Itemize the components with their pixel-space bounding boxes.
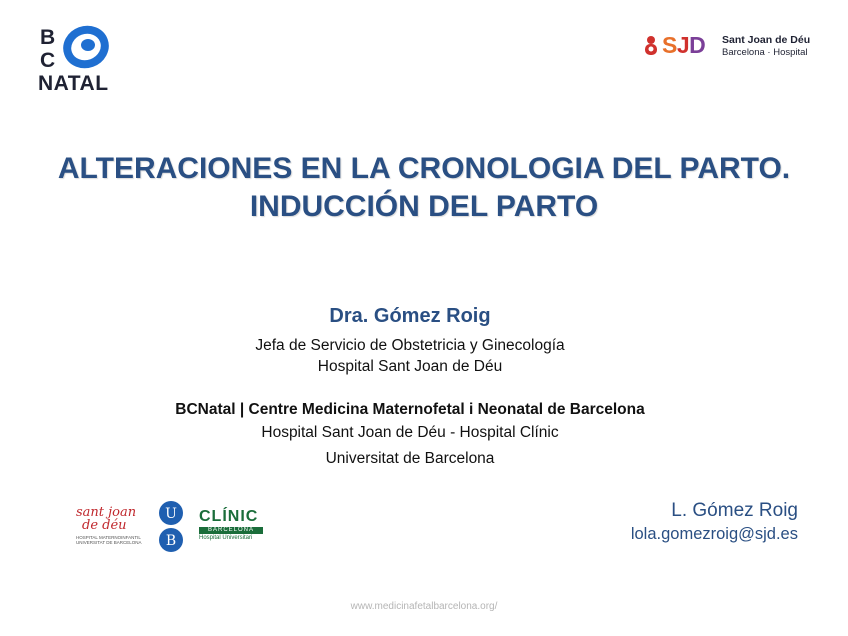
bcnatal-ring-icon (62, 24, 110, 70)
ub-emblem-icon (157, 500, 185, 554)
bcnatal-logo-c: C (40, 49, 56, 72)
sjd-logo (640, 30, 820, 68)
sjd-small-line1: sant joan (76, 505, 137, 520)
sjd-small-sub2: UNIVERSITAT DE BARCELONA (76, 540, 142, 545)
clinic-bar: BARCELONA (199, 527, 263, 534)
sjd-small-line2: de déu (82, 518, 127, 533)
author-role: Jefa de Servicio de Obstetricia y Ginecología (255, 337, 565, 354)
slide-title: ALTERACIONES EN LA CRONOLOGIA DEL PARTO. INDUCCIÓN DEL PARTO (57, 152, 791, 223)
hospitals-line: Hospital Sant Joan de Déu - Hospital Clínic (261, 424, 559, 441)
ub-letter-u: U (165, 506, 177, 522)
ub-logo (157, 500, 185, 554)
clinic-logo (199, 509, 263, 545)
author-hospital: Hospital Sant Joan de Déu (317, 358, 503, 375)
sjd-emblem-icon (642, 34, 660, 58)
contact-name: L. Gómez Roig (671, 500, 798, 521)
bcnatal-logo-b: B (40, 26, 56, 49)
bcnatal-line: BCNatal | Centre Medicina Maternofetal i Neonatal de Barcelona (175, 401, 645, 418)
sjd-small-sub1: HOSPITAL MATERNOINFANTIL (76, 535, 141, 540)
university-line: Universitat de Barcelona (325, 450, 495, 467)
sjd-name: Sant Joan de Déu (722, 34, 811, 46)
footer-url[interactable]: www.medicinafetalbarcelona.org/ (350, 601, 498, 612)
sjd-mark: SJD (662, 32, 706, 58)
ub-letter-b: B (165, 533, 177, 549)
bcnatal-logo-natal: NATAL (38, 72, 109, 95)
sjd-subtitle: Barcelona · Hospital (722, 47, 808, 58)
clinic-sub: Hospital Universitari (199, 535, 253, 541)
contact-email[interactable]: lola.gomezroig@sjd.es (630, 525, 798, 543)
clinic-word: CLÍNIC (199, 508, 259, 525)
bcnatal-logo (36, 24, 136, 96)
sjd-small-logo (76, 506, 146, 550)
author-name: Dra. Gómez Roig (329, 305, 491, 327)
